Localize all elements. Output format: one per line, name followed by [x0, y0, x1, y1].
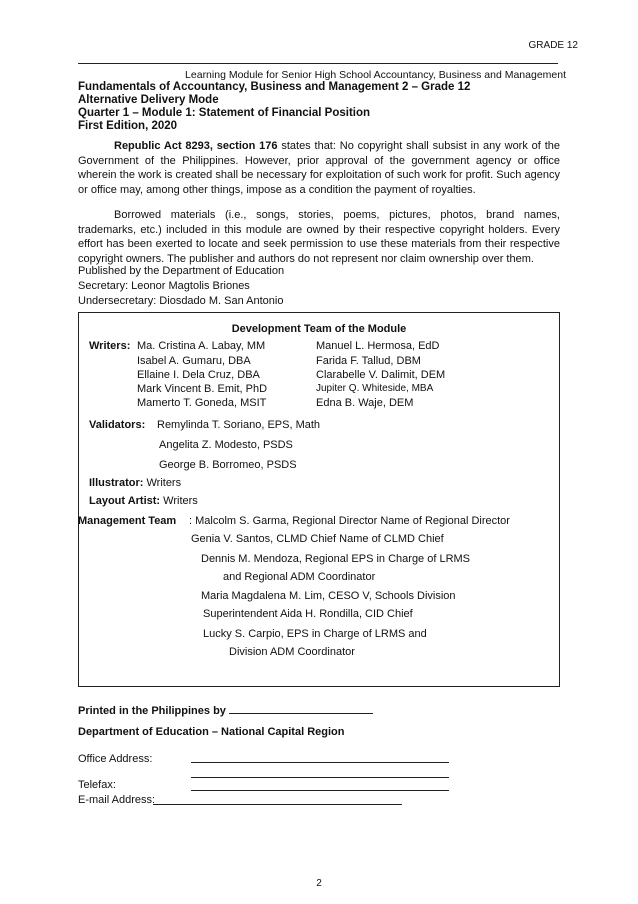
title-block: [78, 81, 470, 133]
header-rule: [78, 63, 558, 64]
writer-right-1: Manuel L. Hermosa, EdD: [316, 340, 440, 352]
email-line: [153, 804, 402, 805]
management-4: and Regional ADM Coordinator: [223, 571, 376, 583]
email-label: E-mail Address:: [78, 794, 156, 806]
writer-left-5: Mamerto T. Goneda, MSIT: [137, 397, 267, 409]
undersecretary: Undersecretary: Diosdado M. San Antonio: [78, 295, 284, 307]
validators-label: Validators:: [89, 419, 146, 431]
writer-right-3: Clarabelle V. Dalimit, DEM: [316, 369, 446, 381]
validator-3: George B. Borromeo, PSDS: [159, 459, 297, 471]
development-team-box: [78, 312, 560, 687]
management-1: : Malcolm S. Garma, Regional Director Name of Regional Director: [189, 515, 510, 527]
office-address-label: Office Address:: [78, 753, 153, 765]
layout-artist-label: Layout Artist:: [89, 495, 161, 507]
management-2: Genia V. Santos, CLMD Chief Name of CLMD Chief: [191, 533, 444, 545]
writer-left-3: Ellaine I. Dela Cruz, DBA: [137, 369, 260, 381]
layout-artist-value: Writers: [163, 495, 198, 507]
printed-label: Printed in the Philippines by: [78, 705, 226, 717]
writer-left-4: Mark Vincent B. Emit, PhD: [137, 383, 268, 395]
illustrator-row: [89, 477, 181, 489]
printed-line: [78, 703, 373, 717]
office-address-line-1: [191, 762, 449, 763]
writer-right-5: Edna B. Waje, DEM: [316, 397, 414, 409]
management-label: Management Team: [78, 515, 177, 527]
writer-left-1: Ma. Cristina A. Labay, MM: [137, 340, 266, 352]
management-6: Superintendent Aida H. Rondilla, CID Chief: [203, 608, 413, 620]
page-number: 2: [316, 878, 322, 889]
management-8: Division ADM Coordinator: [229, 646, 355, 658]
telefax-line: [191, 790, 449, 791]
validator-1: Remylinda T. Soriano, EPS, Math: [157, 419, 321, 431]
writer-right-4: Jupiter Q. Whiteside, MBA: [316, 383, 434, 394]
writers-label: Writers:: [89, 340, 131, 352]
publisher-block: [78, 264, 284, 309]
telefax-label: Telefax:: [78, 779, 116, 791]
illustrator-value: Writers: [146, 477, 182, 489]
team-heading: Development Team of the Module: [231, 323, 407, 335]
borrowed-text: Borrowed materials (i.e., songs, stories, poems, pictures, photos, brand names, trademarks, etc.) included in this module are owned by their respective copyright holders. Every effort has been exerted to locate and seek permission to use these materials from their respective copyright owners. The publisher and authors do not represent nor claim ownership over them.: [78, 209, 560, 265]
department-line: Department of Education – National Capital Region: [78, 726, 345, 738]
borrowed-paragraph: [78, 208, 560, 266]
delivery-mode: Alternative Delivery Mode: [78, 94, 219, 106]
validator-2: Angelita Z. Modesto, PSDS: [159, 439, 293, 451]
secretary: Secretary: Leonor Magtolis Briones: [78, 280, 250, 292]
management-7: Lucky S. Carpio, EPS in Charge of LRMS and: [203, 628, 427, 640]
writer-right-2: Farida F. Tallud, DBM: [316, 355, 421, 367]
printer-blank: [229, 703, 373, 714]
copyright-paragraph: [78, 139, 560, 197]
layout-artist-row: [89, 495, 198, 507]
office-address-line-2: [191, 777, 449, 778]
edition: First Edition, 2020: [78, 120, 178, 132]
writer-left-2: Isabel A. Gumaru, DBA: [137, 355, 251, 367]
grade-label: GRADE 12: [528, 40, 578, 51]
header-subtitle: Learning Module for Senior High School Accountancy, Business and Management: [185, 69, 566, 81]
illustrator-label: Illustrator:: [89, 477, 144, 489]
copyright-text: states that: No copyright shall subsist in any work of the Government of the Philippines. However, prior approval of the government agency or office wherein the work is created shall be necessary for exploitation of such work for profit. Such agency or office may, among other things, impose as a condition the payment of royalties.: [78, 140, 560, 196]
management-3: Dennis M. Mendoza, Regional EPS in Charge of LRMS: [201, 553, 471, 565]
management-5: Maria Magdalena M. Lim, CESO V, Schools Division: [201, 590, 456, 602]
published-by: Published by the Department of Education: [78, 265, 285, 277]
module-title: Quarter 1 – Module 1: Statement of Financial Position: [78, 107, 371, 119]
course-title: Fundamentals of Accountancy, Business and Management 2 – Grade 12: [78, 81, 471, 93]
copyright-lead: Republic Act 8293, section 176: [114, 140, 278, 152]
